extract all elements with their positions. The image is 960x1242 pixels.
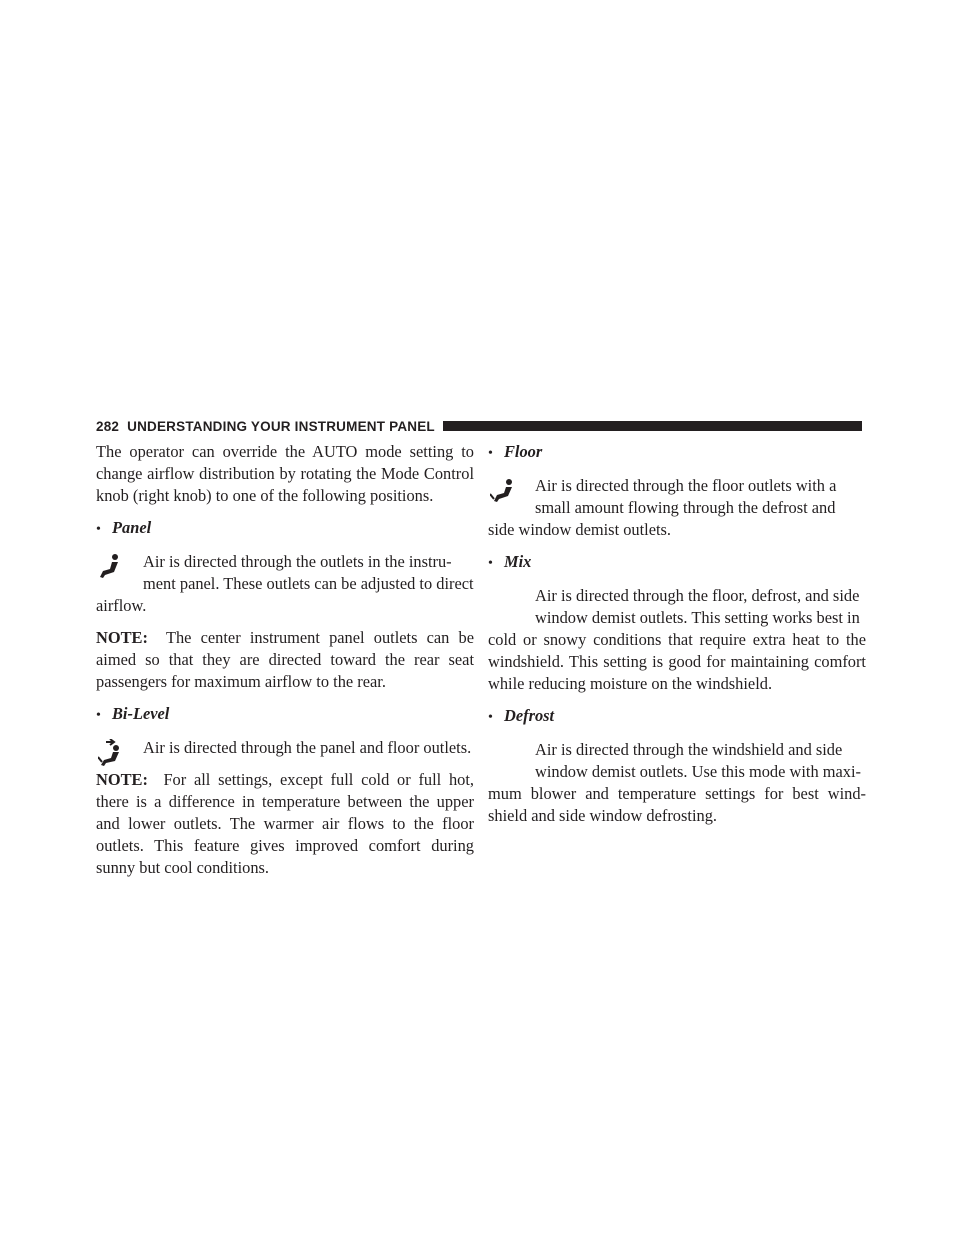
mix-description: Air is directed through the floor, defrost, and side window demist outlets. This setting works best in cold or snowy conditions that require extra heat to the windshield. This setting is good for maintaining comfort while reducing moisture on the windshield. bbox=[488, 586, 866, 693]
note-panel-outlets: NOTE: The center instrument panel outlets can be aimed so that they are directed toward the rear seat passengers for maximum airflow to the rear. bbox=[96, 628, 475, 691]
section-title: UNDERSTANDING YOUR INSTRUMENT PANEL bbox=[127, 418, 435, 434]
bilevel-mode-icon bbox=[98, 739, 124, 767]
mix-label: Mix bbox=[504, 552, 532, 571]
panel-label: Panel bbox=[112, 518, 152, 537]
bilevel-label: Bi-Level bbox=[112, 704, 170, 723]
panel-mode-icon bbox=[98, 553, 124, 581]
floor-description: Air is directed through the floor outlets with a small amount flowing through the defrost and side window demist outlets. bbox=[488, 476, 837, 539]
floor-label: Floor bbox=[504, 442, 543, 461]
page-header bbox=[96, 418, 862, 434]
bilevel-description: Air is directed through the panel and floor outlets. bbox=[96, 737, 474, 759]
defrost-label: Defrost bbox=[504, 706, 555, 725]
bullet-panel: • Panel bbox=[96, 518, 152, 537]
bullet-bilevel: • Bi-Level bbox=[96, 704, 170, 723]
intro-paragraph: The operator can override the AUTO mode setting to change airflow distribution by rotating the Mode Control knob (right knob) to one of the following positions. bbox=[96, 442, 474, 505]
page-number: 282 bbox=[96, 418, 120, 434]
left-column bbox=[96, 441, 474, 879]
bullet-floor: • Floor bbox=[488, 442, 543, 461]
bullet-defrost: • Defrost bbox=[488, 706, 555, 725]
right-column bbox=[488, 441, 866, 827]
floor-mode-icon bbox=[490, 477, 516, 505]
bullet-mix: • Mix bbox=[488, 552, 532, 571]
defrost-description: Air is directed through the windshield and side window demist outlets. Use this mode with maxi- mum blower and temperature settings for best wind- shield and side window defrosting. bbox=[488, 740, 866, 825]
panel-description: Air is directed through the outlets in the instru- ment panel. These outlets can be adjusted to direct airflow. bbox=[96, 552, 474, 615]
note-temperature: NOTE: For all settings, except full cold or full hot, there is a difference in temperature between the upper and lower outlets. The warmer air flows to the floor outlets. This feature gives improved comfort during sunny but cool conditions. bbox=[96, 770, 474, 877]
header-rule bbox=[443, 421, 862, 431]
